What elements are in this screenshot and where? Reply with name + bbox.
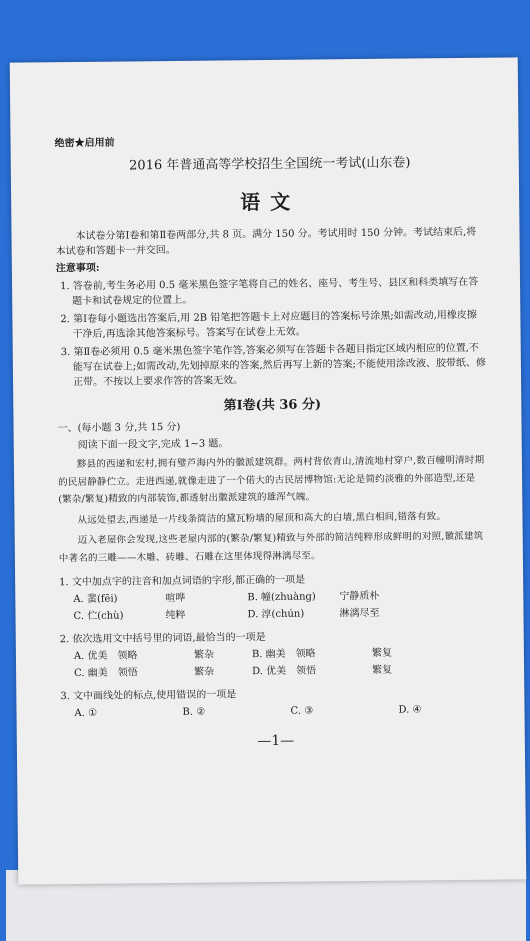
note-item: 1. 答卷前,考生务必用 0.5 毫米黑色签字笔将自己的姓名、座号、考生号、县区和科类填写在答题卡和试卷规定的位置上。 bbox=[59, 276, 479, 307]
option-b: B. 幢(zhuàng) bbox=[247, 591, 316, 604]
question-options bbox=[60, 702, 490, 722]
option-d-word: 淋漓尽至 bbox=[339, 608, 380, 620]
option-c: C. 幽美 领悟 bbox=[74, 667, 138, 680]
option-d-word: 繁复 bbox=[372, 665, 393, 677]
question-stem: 1. 文中加点字的注音和加点词语的字形,都正确的一项是 bbox=[59, 574, 306, 589]
question-stem: 3. 文中画线处的标点,使用错误的一项是 bbox=[60, 689, 237, 703]
option-c: C. 伫(chù) bbox=[73, 610, 124, 623]
note-item: 2. 第Ⅰ卷每小题选出答案后,用 2B 铅笔把答题卡上对应题目的答案标号涂黑;如需改动,用橡皮擦干净后,再选涂其他答案标号。答案写在试卷上无效。 bbox=[60, 309, 477, 340]
exam-paper bbox=[10, 57, 527, 884]
question-1 bbox=[59, 571, 489, 625]
option-d: D. ④ bbox=[398, 704, 422, 717]
exam-title: 2016 年普通高等学校招生全国统一考试(山东卷) bbox=[129, 155, 411, 174]
option-a: A. ① bbox=[74, 708, 98, 720]
paper-content bbox=[54, 132, 490, 755]
part-heading: 一、(每小题 3 分,共 15 分) bbox=[57, 421, 181, 435]
note-item: 3. 第Ⅱ卷必须用 0.5 毫米黑色签字笔作答,答案必须写在答题卡各题目指定区域内相应的位置,不能写在试卷上;如需改动,先划掉原来的答案,然后再写上新的答案;不能使用涂改液、胶带纸、修正带。不按以上要求作答的答案无效。 bbox=[60, 342, 487, 388]
question-3 bbox=[60, 685, 490, 722]
reading-instruction: 阅读下面一段文字,完成 1~3 题。 bbox=[77, 438, 229, 451]
option-c: C. ③ bbox=[290, 705, 314, 718]
page-number: —1— bbox=[257, 733, 295, 750]
question-stem: 2. 依次选用文中括号里的词语,最恰当的一项是 bbox=[59, 632, 266, 646]
subject-title: 语文 bbox=[240, 189, 301, 214]
question-2 bbox=[60, 628, 490, 682]
question-options bbox=[59, 588, 489, 625]
option-a: A. 优美 领略 bbox=[73, 650, 138, 663]
option-c-word: 繁杂 bbox=[194, 666, 215, 679]
option-c-word: 纯粹 bbox=[165, 610, 186, 622]
question-options bbox=[60, 645, 490, 682]
section-title: 第Ⅰ卷(共 36 分) bbox=[223, 396, 322, 413]
intro-text: 本试卷分第Ⅰ卷和第Ⅱ卷两部分,共 8 页。满分 150 分。考试用时 150 分钟。考试结束后,将本试卷和答题卡一并交回。 bbox=[55, 226, 477, 257]
option-a: A. 蜚(fēi) bbox=[73, 593, 118, 606]
option-b-word: 宁静质朴 bbox=[339, 591, 380, 603]
option-b-word: 繁复 bbox=[371, 648, 392, 660]
option-d: D. 优美 领悟 bbox=[252, 665, 317, 678]
passage-paragraph: 迈入老屋你会发现,这些老屋内部的(繁杂/繁复)精致与外部的简洁纯粹形成鲜明的对照,徽派建筑中著名的三雕——木雕、砖雕、石雕在这里体现得淋漓尽至。 bbox=[58, 530, 484, 565]
option-b: B. 幽美 领略 bbox=[251, 648, 316, 661]
passage-paragraph: 黟县的西递和宏村,拥有璧芦海内外的徽派建筑群。两村背依青山,清流地村穿户,数百幢明清时期的民居静静伫立。走进西递,就像走进了一个偌大的古民居博物馆:无论是简约淡雅的外部造型,还是(繁杂/繁复)精致的内部装饰,都透射出徽派建筑的雄浑气魄。 bbox=[58, 454, 485, 506]
option-d: D. 淳(chún) bbox=[247, 609, 305, 621]
option-b: B. ② bbox=[182, 707, 206, 719]
option-a-word: 喧哗 bbox=[165, 593, 186, 605]
passage-paragraph: 从远处望去,西递是一片线条简洁的黛瓦粉墙的屋顶和高大的白墙,黑白相间,错落有致。 bbox=[77, 510, 447, 526]
option-a-word: 繁杂 bbox=[193, 649, 214, 662]
confidential-mark: 绝密★启用前 bbox=[54, 137, 115, 150]
notes-title: 注意事项: bbox=[55, 262, 100, 274]
